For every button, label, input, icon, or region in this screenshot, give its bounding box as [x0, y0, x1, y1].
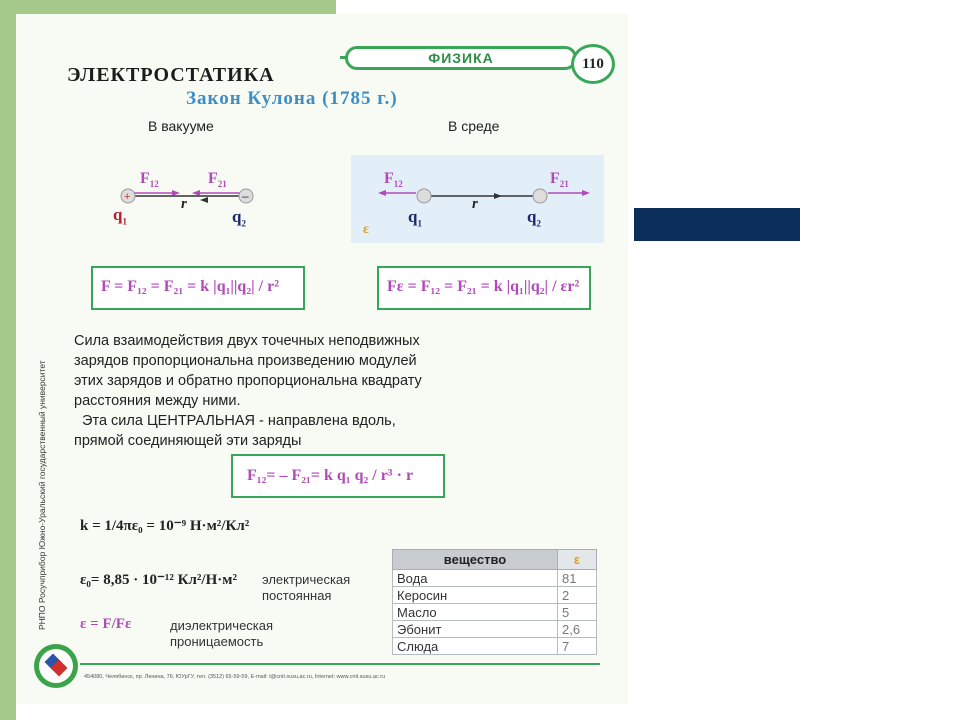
value-cell: 2	[558, 587, 597, 604]
eps-note-2: проницаемость	[170, 634, 264, 649]
paragraph-line-4: расстояния между ними.	[74, 393, 241, 409]
table-header-row	[393, 550, 597, 570]
vacuum-q1: $q_1$	[113, 205, 127, 227]
paragraph-line-6: прямой соединяющей эти заряды	[74, 433, 302, 449]
vacuum-f21: $F_{21}$	[208, 170, 227, 190]
medium-epsilon: ε	[363, 222, 369, 237]
substance-cell: Эбонит	[393, 621, 558, 638]
k-constant: k = 1/4πε₀ = 10⁻⁹ Н·м²/Кл²	[80, 518, 250, 534]
value-cell: 81	[558, 570, 597, 587]
vector-formula-box	[231, 454, 445, 498]
page-number: 110	[571, 44, 615, 84]
vacuum-formula: F = F₁₂ = F₂₁ = k |q₁||q₂| / r²	[101, 278, 279, 295]
top-green-border	[0, 0, 336, 14]
law-title: Закон Кулона (1785 г.)	[186, 88, 398, 109]
vacuum-diagram	[100, 160, 300, 240]
medium-q1: $q_1$	[408, 207, 422, 229]
substance-cell: Вода	[393, 570, 558, 587]
substance-cell: Масло	[393, 604, 558, 621]
table-row	[393, 638, 597, 655]
medium-q2: $q_2$	[527, 207, 541, 229]
paragraph-line-3: этих зарядов и обратно пропорциональна квадрату	[74, 373, 422, 389]
section-title: ЭЛЕКТРОСТАТИКА	[67, 64, 275, 86]
svg-text:+: +	[124, 191, 131, 203]
substance-cell: Слюда	[393, 638, 558, 655]
vacuum-q2: $q_2$	[232, 207, 246, 229]
medium-f21: $F_{21}$	[550, 170, 569, 190]
paragraph-line-2: зарядов пропорциональна произведению модулей	[74, 353, 417, 369]
value-cell: 5	[558, 604, 597, 621]
substance-cell: Керосин	[393, 587, 558, 604]
value-cell: 2,6	[558, 621, 597, 638]
medium-r: r	[472, 196, 478, 212]
publisher-logo	[34, 644, 78, 688]
paragraph-line-5: Эта сила ЦЕНТРАЛЬНАЯ - направлена вдоль,	[74, 413, 396, 429]
medium-formula-box	[377, 266, 591, 310]
vacuum-r: r	[181, 196, 187, 212]
subject-label: ФИЗИКА	[428, 50, 494, 66]
footer-address: 454080, Челябинск, пр. Ленина, 76, ЮУрГУ, тел. (3512) 65-59-59, E-mail: t@cnit.susu.ac.ru, Internet: www.cnit.susu.ac.ru	[84, 674, 386, 680]
footer-line	[80, 663, 600, 665]
logo-icon	[34, 644, 78, 688]
eps-note-1: диэлектрическая	[170, 618, 274, 633]
vector-formula: F₁₂= – F₂₁= k q₁ q₂ / r³ · r	[247, 467, 414, 484]
side-publisher-text: РНПО Росучприбор Южно-Уральский государственный университет	[37, 360, 47, 630]
table-row	[393, 570, 597, 587]
eps0-note-2: постоянная	[262, 588, 332, 603]
medium-f12: $F_{12}$	[384, 170, 403, 190]
table-row	[393, 621, 597, 638]
subject-badge	[345, 46, 577, 70]
vacuum-formula-box	[91, 266, 305, 310]
eps0-note-1: электрическая	[262, 572, 351, 587]
vacuum-f12: $F_{12}$	[140, 170, 159, 190]
left-green-border	[0, 0, 16, 720]
eps-definition: ε = F/Fε	[80, 616, 132, 632]
table-row	[393, 587, 597, 604]
eps0-constant: ε₀= 8,85 · 10⁻¹² Кл²/Н·м²	[80, 572, 237, 588]
navy-rectangle	[634, 208, 800, 241]
svg-text:–: –	[242, 189, 249, 203]
table-header-substance: вещество	[393, 550, 558, 570]
medium-label: В среде	[448, 118, 500, 134]
table-header-epsilon: ε	[558, 550, 597, 570]
paragraph-line-1: Сила взаимодействия двух точечных неподвижных	[74, 333, 420, 349]
permittivity-table	[392, 549, 597, 655]
value-cell: 7	[558, 638, 597, 655]
vacuum-label: В вакууме	[148, 118, 214, 134]
medium-formula: Fε = F₁₂ = F₂₁ = k |q₁||q₂| / εr²	[387, 278, 580, 295]
table-row	[393, 604, 597, 621]
